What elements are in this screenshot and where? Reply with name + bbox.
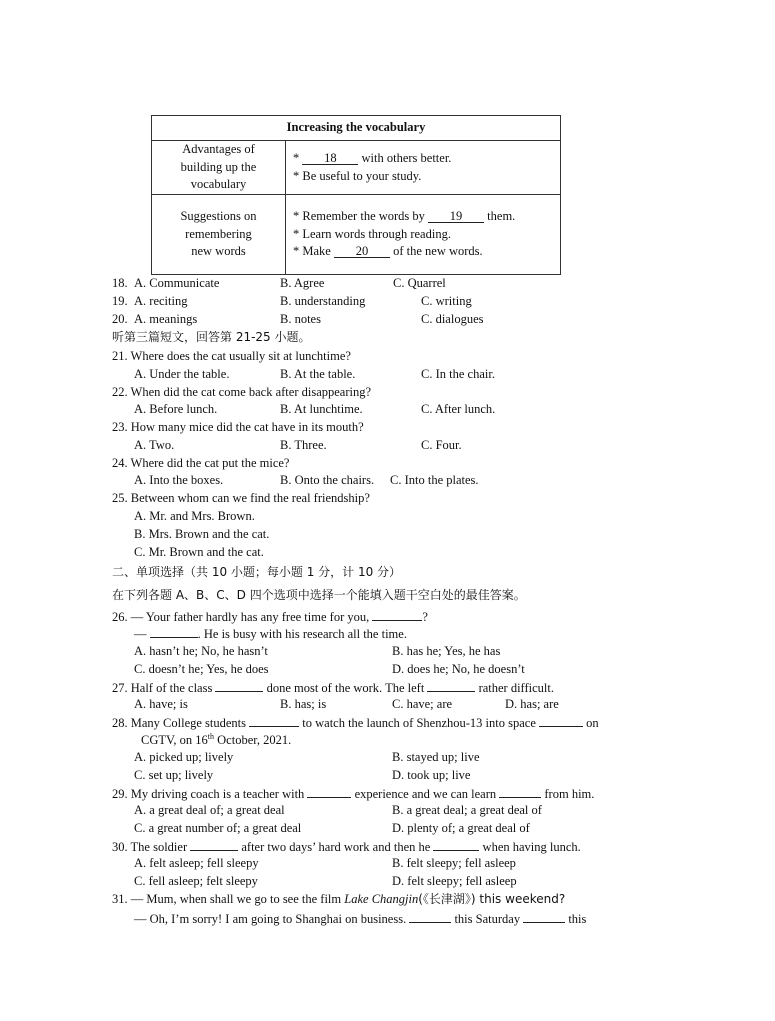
answer-blank[interactable] [523,912,565,923]
q27-option-a[interactable]: A. have; is [134,697,188,711]
text: 30. The soldier [112,840,188,854]
question-21-stem: 21. Where does the cat usually sit at lunchtime? [112,349,351,363]
q28-option-b[interactable]: B. stayed up; live [392,750,480,764]
q26-option-c[interactable]: C. doesn’t he; Yes, he does [134,662,269,676]
q24-option-b[interactable]: B. Onto the chairs. [280,473,375,487]
q19-option-b[interactable]: B. understanding [280,294,366,308]
q22-option-c[interactable]: C. After lunch. [421,402,496,416]
q19-option-a[interactable]: A. reciting [134,294,188,308]
text: ? [422,610,428,624]
text: from him. [544,787,595,801]
q19-option-c[interactable]: C. writing [421,294,472,308]
q21-option-c[interactable]: C. In the chair. [421,367,495,381]
question-28-stem [112,716,599,730]
label-line: Advantages of [182,142,255,157]
q24-option-c[interactable]: C. Into the plates. [390,473,479,487]
q21-option-b[interactable]: B. At the table. [280,367,356,381]
q28-option-a[interactable]: A. picked up; lively [134,750,234,764]
q23-option-a[interactable]: A. Two. [134,438,175,452]
text: . He is busy with his research all the time. [197,627,407,641]
question-27-stem [112,681,554,695]
answer-blank[interactable] [539,716,583,727]
q29-option-c[interactable]: C. a great number of; a great deal [134,821,302,835]
table-title: Increasing the vocabulary [152,116,561,141]
q26-option-b[interactable]: B. has he; Yes, he has [392,644,501,658]
text: rather difficult. [478,681,554,695]
q22-option-b[interactable]: B. At lunchtime. [280,402,363,416]
answer-blank-18[interactable]: 18 [302,152,358,165]
text: this Saturday [454,912,521,926]
q18-option-b[interactable]: B. Agree [280,276,325,290]
table-line [293,243,560,261]
answer-blank[interactable] [215,681,263,692]
text: experience and we can learn [354,787,497,801]
text: * Learn words through reading. [293,226,451,241]
q18-option-a[interactable]: A. Communicate [134,276,220,290]
q20-option-a[interactable]: A. meanings [134,312,198,326]
q26-option-d[interactable]: D. does he; No, he doesn’t [392,662,525,676]
q25-option-a[interactable]: A. Mr. and Mrs. Brown. [134,509,255,523]
q26-option-a[interactable]: A. hasn’t he; No, he hasn’t [134,644,268,658]
label-line: building up the [180,159,257,174]
superscript: th [207,731,215,741]
q24-option-a[interactable]: A. Into the boxes. [134,473,224,487]
q30-option-c[interactable]: C. fell asleep; felt sleepy [134,874,258,888]
q22-option-a[interactable]: A. Before lunch. [134,402,218,416]
q29-option-a[interactable]: A. a great deal of; a great deal [134,803,285,817]
question-31-line-2 [134,912,586,926]
text: 29. My driving coach is a teacher with [112,787,305,801]
label-line: vocabulary [190,177,247,192]
text: * Remember the words by [293,209,429,224]
text: when having lunch. [482,840,581,854]
question-number: 26. [112,610,128,624]
q28-option-c[interactable]: C. set up; lively [134,768,214,782]
table-row-content-suggestions [286,195,561,275]
q25-option-b[interactable]: B. Mrs. Brown and the cat. [134,527,270,541]
answer-blank[interactable] [307,787,351,798]
text: with others better. [358,151,452,165]
q23-option-b[interactable]: B. Three. [280,438,327,452]
q29-option-b[interactable]: B. a great deal; a great deal of [392,803,542,817]
section-2-instruction: 在下列各题 A、B、C、D 四个选项中选择一个能填入题干空白处的最佳答案。 [112,588,526,602]
text: done most of the work. The left [266,681,425,695]
answer-blank-19[interactable]: 19 [428,210,484,223]
table-line [293,208,560,226]
q21-option-a[interactable]: A. Under the table. [134,367,230,381]
question-30-stem [112,840,581,854]
table-line [293,150,560,168]
text: — Your father hardly has any free time for you, [130,610,370,624]
q20-option-b[interactable]: B. notes [280,312,321,326]
answer-blank[interactable] [499,787,541,798]
answer-blank[interactable] [409,912,451,923]
question-25-stem: 25. Between whom can we find the real friendship? [112,491,370,505]
q20-option-c[interactable]: C. dialogues [421,312,484,326]
q29-option-d[interactable]: D. plenty of; a great deal of [392,821,530,835]
table-row-label-suggestions [152,195,286,275]
question-24-stem: 24. Where did the cat put the mice? [112,456,290,470]
question-28-line-2 [141,731,292,747]
text: — [134,627,147,641]
table-row-content-advantages [286,141,561,195]
text: 31. — Mum, when shall we go to see the film [112,892,345,906]
film-title: Lake Changjin [344,892,419,906]
text: them. [484,209,516,224]
text: (《长津湖》) this weekend? [418,892,566,906]
text: — Oh, I’m sorry! I am going to Shanghai on business. [134,912,407,926]
q30-option-a[interactable]: A. felt asleep; fell sleepy [134,856,259,870]
text: after two days’ hard work and then he [241,840,431,854]
text: 28. Many College students [112,716,247,730]
text: 27. Half of the class [112,681,213,695]
question-22-stem: 22. When did the cat come back after disappearing? [112,385,372,399]
q23-option-c[interactable]: C. Four. [421,438,462,452]
question-26-stem [112,610,428,624]
table-line [293,168,560,186]
text: October, 2021. [214,733,292,747]
q30-option-b[interactable]: B. felt sleepy; fell asleep [392,856,516,870]
text: on [586,716,599,730]
table-row-label-advantages [152,141,286,195]
question-26-line-2 [134,627,407,641]
answer-blank[interactable] [150,627,198,638]
question-19-number: 19. [112,294,128,308]
q28-option-d[interactable]: D. took up; live [392,768,471,782]
text: this [568,912,587,926]
text: CGTV, on 16 [141,733,208,747]
q27-option-b[interactable]: B. has; is [280,697,327,711]
text: to watch the launch of Shenzhou-13 into space [302,716,536,730]
answer-blank[interactable] [427,681,475,692]
table-line [293,226,560,244]
answer-blank[interactable] [190,840,238,851]
question-29-stem [112,787,594,801]
answer-blank[interactable] [372,610,422,621]
section-2-title: 二、单项选择（共 10 小题；每小题 1 分，计 10 分） [112,565,402,579]
answer-blank[interactable] [249,716,299,727]
vocabulary-table [151,115,561,275]
question-31-stem [112,893,565,906]
text: * Make [293,244,334,259]
question-23-stem: 23. How many mice did the cat have in its mouth? [112,420,364,434]
q25-option-c[interactable]: C. Mr. Brown and the cat. [134,545,264,559]
question-18-number: 18. [112,276,128,290]
q27-option-c[interactable]: C. have; are [392,697,453,711]
text: of the new words. [389,244,483,259]
question-20-number: 20. [112,312,128,326]
label-line: new words [191,244,246,259]
answer-blank[interactable] [433,840,479,851]
label-line: remembering [185,226,252,241]
q27-option-d[interactable]: D. has; are [505,697,559,711]
passage-3-instruction: 听第三篇短文，回答第 21-25 小题。 [112,330,311,344]
label-line: Suggestions on [180,209,257,224]
answer-blank-20[interactable]: 20 [334,245,390,258]
q18-option-c[interactable]: C. Quarrel [393,276,446,290]
text: * Be useful to your study. [293,168,422,183]
q30-option-d[interactable]: D. felt sleepy; fell asleep [392,874,517,888]
text: * [293,151,303,165]
